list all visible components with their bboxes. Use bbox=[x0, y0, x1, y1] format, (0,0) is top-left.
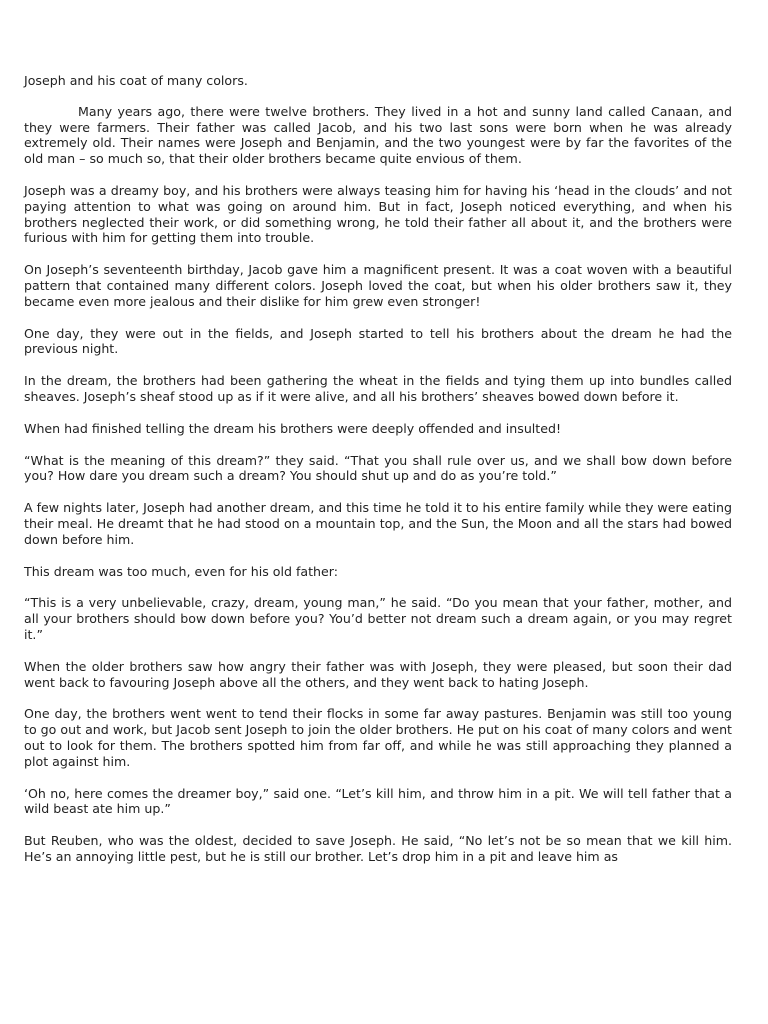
paragraph: One day, they were out in the fields, and Joseph started to tell his brothers about the dream he had the previous night. bbox=[24, 325, 732, 357]
paragraph: When the older brothers saw how angry their father was with Joseph, they were pleased, but soon their dad went back to favouring Joseph above all the others, and they went back to hating Joseph. bbox=[24, 658, 732, 690]
paragraph: ‘Oh no, here comes the dreamer boy,” said one. “Let’s kill him, and throw him in a pit. We will tell father that a wild beast ate him up.” bbox=[24, 785, 732, 817]
paragraph: But Reuben, who was the oldest, decided to save Joseph. He said, “No let’s not be so mean that we kill him. He’s an annoying little pest, but he is still our brother. Let’s drop him in a pit and leave him as bbox=[24, 833, 732, 864]
paragraph: On Joseph’s seventeenth birthday, Jacob gave him a magnificent present. It was a coat woven with a beautiful pattern that contained many different colors. Joseph loved the coat, but when his older brothers saw it, they became even more jealous and their dislike for him grew even stronger! bbox=[24, 262, 732, 309]
paragraph: This dream was too much, even for his old father: bbox=[24, 563, 338, 579]
paragraph: In the dream, the brothers had been gathering the wheat in the fields and tying them up into bundles called sheaves. Joseph’s sheaf stood up as if it were alive, and all his brothers’ sheaves bowed down before it. bbox=[24, 373, 732, 404]
paragraph: “This is a very unbelievable, crazy, dream, young man,” he said. “Do you mean that your father, mother, and all your brothers should bow down before you? You’d better not dream such a dream again, or you may regret it.” bbox=[24, 595, 732, 642]
paragraph: “What is the meaning of this dream?” they said. “That you shall rule over us, and we shall bow down before you? How dare you dream such a dream? You should shut up and do as you’re told.” bbox=[24, 452, 732, 484]
document-title: Joseph and his coat of many colors. bbox=[24, 73, 248, 88]
paragraph: A few nights later, Joseph had another dream, and this time he told it to his entire family while they were eating their meal. He dreamt that he had stood on a mountain top, and the Sun, the Moon and all the stars had bowed down before him. bbox=[24, 500, 733, 547]
paragraph: Joseph was a dreamy boy, and his brothers were always teasing him for having his ‘head in the clouds’ and not paying attention to what was going on around him. But in fact, Joseph noticed everything, and when his brothers neglected their work, or did something wrong, he told their father all about it, and the brothers were furious with him for getting them into trouble. bbox=[24, 182, 732, 246]
paragraph: One day, the brothers went went to tend their flocks in some far away pastures. Benjamin was still too young to go out and work, but Jacob sent Joseph to join the older brothers. He put on his coat of many colors and went out to look for them. The brothers spotted him from far off, and while he was still approaching they planned a plot against him. bbox=[24, 706, 732, 769]
paragraph: Many years ago, there were twelve brothers. They lived in a hot and sunny land called Canaan, and they were farmers. Their father was called Jacob, and his two last sons were born when he was already extremely old. Their names were Joseph and Benjamin, and the two youngest were by far the favorites of the old man – so much so, that their older brothers became quite envious of them. bbox=[24, 103, 732, 167]
paragraph: When had finished telling the dream his brothers were deeply offended and insulted! bbox=[24, 420, 562, 436]
document-body bbox=[24, 73, 732, 881]
